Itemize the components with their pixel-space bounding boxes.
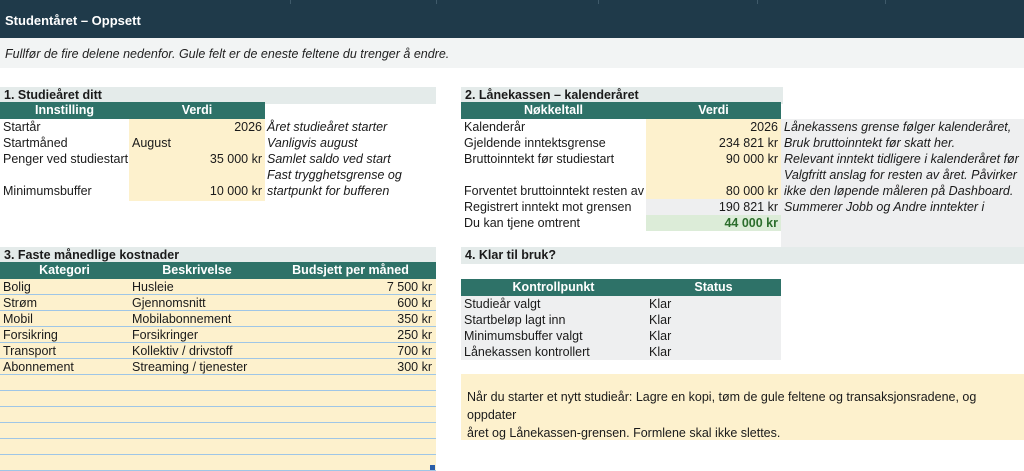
status-value: Klar xyxy=(649,329,672,343)
setting-note: Fast trygghetsgrense og xyxy=(267,168,402,182)
table-row[interactable] xyxy=(0,375,436,391)
column-divider xyxy=(885,0,886,4)
checkpoint-label: Minimumsbuffer valgt xyxy=(464,329,583,343)
key-figure-label: Kalenderår xyxy=(464,120,526,134)
key-figure-label: Registrert inntekt mot grensen xyxy=(464,200,632,214)
column-header-status: Status xyxy=(646,279,781,296)
column-divider xyxy=(290,0,291,4)
cost-amount[interactable]: 600 kr xyxy=(397,296,432,310)
cost-amount[interactable]: 250 kr xyxy=(397,328,432,342)
table-row[interactable] xyxy=(0,407,436,423)
cost-amount[interactable]: 700 kr xyxy=(397,344,432,358)
status-value: Klar xyxy=(649,313,672,327)
cost-description[interactable]: Mobilabonnement xyxy=(132,312,232,326)
cost-description[interactable]: Kollektiv / drivstoff xyxy=(132,344,233,358)
table-row[interactable] xyxy=(0,391,436,407)
table-row[interactable] xyxy=(0,439,436,455)
status-value: Klar xyxy=(649,345,672,359)
checkpoint-label: Startbeløp lagt inn xyxy=(464,313,566,327)
column-divider xyxy=(598,0,599,4)
cost-category[interactable]: Forsikring xyxy=(3,328,58,342)
column-divider xyxy=(436,0,437,4)
column-header-value: Verdi xyxy=(129,102,265,119)
minimum-buffer-input[interactable]: 10 000 kr xyxy=(209,184,262,198)
key-figure-label: Du kan tjene omtrent xyxy=(464,216,581,230)
key-figure-note: Relevant inntekt tidligere i kalenderåret før xyxy=(784,152,1019,166)
setting-note: Samlet saldo ved start xyxy=(267,152,391,166)
section-heading-ready: 4. Klar til bruk? xyxy=(461,247,1024,264)
column-header-setting: Innstilling xyxy=(0,102,129,119)
start-year-input[interactable]: 2026 xyxy=(234,120,262,134)
column-header-checkpoint: Kontrollpunkt xyxy=(461,279,646,296)
note-line: Når du starter et nytt studieår: Lagre en kopi, tøm de gule feltene og transaksjonsradene, og oppdater xyxy=(467,390,977,422)
income-before-start-input[interactable]: 90 000 kr xyxy=(725,152,778,166)
section-heading-fixed-costs: 3. Faste månedlige kostnader xyxy=(0,247,436,264)
income-limit-input[interactable]: 234 821 kr xyxy=(718,136,778,150)
note-line: året og Lånekassen-grensen. Formlene skal ikke slettes. xyxy=(467,426,781,440)
checkpoint-label: Lånekassen kontrollert xyxy=(464,345,590,359)
cost-amount[interactable]: 7 500 kr xyxy=(386,280,432,294)
cost-category[interactable]: Abonnement xyxy=(3,360,74,374)
calendar-year-input[interactable]: 2026 xyxy=(750,120,778,134)
column-divider xyxy=(757,0,758,4)
can-earn-value: 44 000 kr xyxy=(724,216,778,230)
column-header-description: Beskrivelse xyxy=(162,263,232,277)
setting-note: Året studieåret starter xyxy=(267,120,388,134)
sheet-title-bar xyxy=(0,0,1024,38)
key-figure-note: Bruk bruttoinntekt før skatt her. xyxy=(784,136,956,150)
key-figure-label: Bruttoinntekt før studiestart xyxy=(464,152,615,166)
cost-amount[interactable]: 350 kr xyxy=(397,312,432,326)
key-figure-label: Gjeldende inntektsgrense xyxy=(464,136,606,150)
key-figure-label: Forventet bruttoinntekt resten av xyxy=(464,184,644,198)
new-year-note xyxy=(461,374,1024,440)
checkpoint-label: Studieår valgt xyxy=(464,297,541,311)
column-header-value: Verdi xyxy=(646,102,781,119)
cost-description[interactable]: Streaming / tjenester xyxy=(132,360,248,374)
setting-label: Minimumsbuffer xyxy=(3,184,92,198)
setting-note: Vanligvis august xyxy=(267,136,358,150)
table-resize-handle[interactable] xyxy=(430,465,435,470)
column-header-category: Kategori xyxy=(39,263,90,277)
start-money-input[interactable]: 35 000 kr xyxy=(209,152,262,166)
section-heading-lanekassen: 2. Lånekassen – kalenderåret xyxy=(461,87,783,104)
setting-label: Penger ved studiestart xyxy=(3,152,129,166)
cost-description[interactable]: Forsikringer xyxy=(132,328,198,342)
key-figure-note: Valgfritt anslag for resten av året. Påvirker xyxy=(784,168,1017,182)
cost-category[interactable]: Strøm xyxy=(3,296,38,310)
intro-text: Fullfør de fire delene nedenfor. Gule felt er de eneste feltene du trenger å endre. xyxy=(5,47,450,61)
table-row[interactable] xyxy=(0,455,436,471)
key-figure-note: ikke den løpende måleren på Dashboard. xyxy=(784,184,1014,198)
cost-category[interactable]: Bolig xyxy=(3,280,31,294)
cost-description[interactable]: Gjennomsnitt xyxy=(132,296,206,310)
setting-note: startpunkt for bufferen xyxy=(267,184,390,198)
table-row[interactable] xyxy=(0,423,436,439)
cost-category[interactable]: Transport xyxy=(3,344,57,358)
setting-label: Startår xyxy=(3,120,41,134)
cost-category[interactable]: Mobil xyxy=(3,312,33,326)
expected-income-input[interactable]: 80 000 kr xyxy=(725,184,778,198)
status-value: Klar xyxy=(649,297,672,311)
start-month-input[interactable]: August xyxy=(132,136,171,150)
cost-amount[interactable]: 300 kr xyxy=(397,360,432,374)
section-heading-study-year: 1. Studieåret ditt xyxy=(0,87,436,104)
cost-description[interactable]: Husleie xyxy=(132,280,174,294)
key-figure-note: Lånekassens grense følger kalenderåret, xyxy=(784,120,1012,134)
column-header-key-figure: Nøkkeltall xyxy=(461,102,646,119)
column-header-budget: Budsjett per måned xyxy=(292,263,409,277)
setting-label: Startmåned xyxy=(3,136,68,150)
key-figure-note: Summerer Jobb og Andre inntekter i xyxy=(784,200,985,214)
registered-income-value: 190 821 kr xyxy=(718,200,778,214)
sheet-title: Studentåret – Oppsett xyxy=(5,13,141,28)
